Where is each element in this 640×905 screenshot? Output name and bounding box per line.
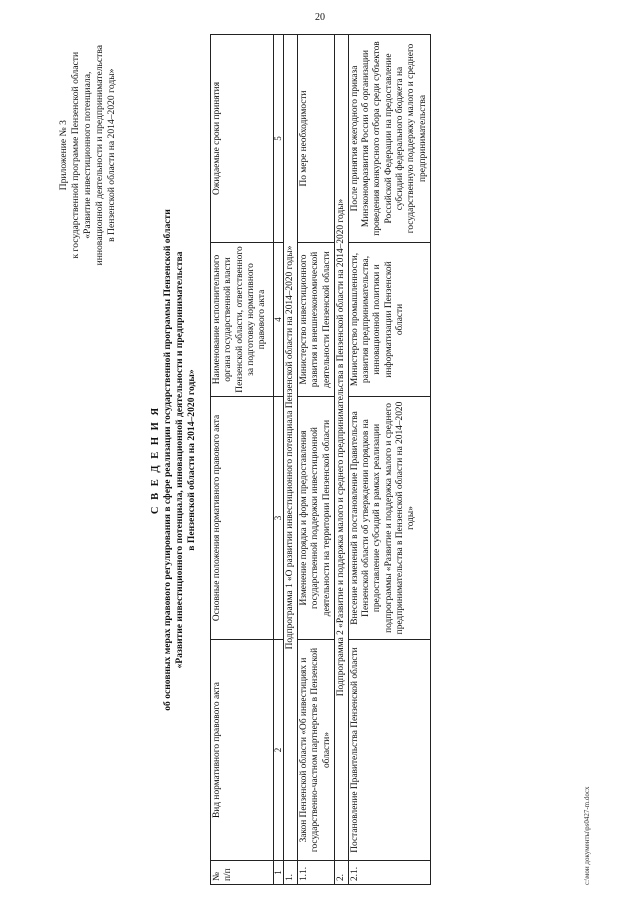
column-number: 4 — [274, 243, 284, 397]
column-number: 3 — [274, 397, 284, 640]
header-cell-term: Ожидаемые сроки принятия — [211, 35, 274, 243]
responsible-body-cell: Министерство инвестиционного развития и внешнеэкономической деятельности Пензенской области — [298, 243, 335, 397]
responsible-body-cell: Министерство промышленности, развития предпринимательства, инновационной политики и информатизации Пензенской области — [348, 243, 430, 397]
column-number: 5 — [274, 35, 284, 243]
document-title: С В Е Д Е Н И Я — [150, 405, 161, 515]
header-cell-responsible-body: Наименование исполнительного органа государственной власти Пензенской области, ответственного за подготовку нормативного правового акта — [211, 243, 274, 397]
subprogram-number: 2. — [334, 861, 348, 885]
page-number: 20 — [315, 12, 325, 23]
subprogram-number: 1. — [284, 861, 298, 885]
header-cell-number: № п/п — [211, 861, 274, 885]
document-header — [150, 35, 198, 885]
column-number: 1 — [274, 861, 284, 885]
appendix-line: к государственной программе Пензенской области — [70, 51, 81, 259]
subprogram-row — [284, 35, 298, 885]
row-number: 1.1. — [298, 861, 335, 885]
column-number: 2 — [274, 640, 284, 861]
file-path-footer: c:\мои документы\ps0427-m.docx — [583, 786, 591, 885]
column-numbers-row — [274, 35, 284, 885]
act-type-cell: Закон Пензенской области «Об инвестициях и государственно-частном партнерстве в Пензенской области» — [298, 640, 335, 861]
document-subtitle: в Пензенской области на 2014–2020 годы» — [186, 369, 197, 551]
term-cell: По мере необходимости — [298, 35, 335, 243]
appendix-note — [58, 45, 118, 265]
document-subtitle: «Развитие инвестиционного потенциала, инновационной деятельности и предпринимательства — [174, 251, 185, 669]
appendix-line: «Развитие инвестиционного потенциала, — [82, 71, 93, 239]
subprogram-title: Подпрограмма 1 «О развитии инвестиционного потенциала Пензенской области на 2014–2020 годы» — [284, 35, 298, 861]
measures-table — [210, 34, 431, 885]
appendix-line: инновационной деятельности и предпринимательства — [94, 45, 105, 266]
row-number: 2.1. — [348, 861, 430, 885]
provisions-cell: Внесение изменений в постановление Правительства Пензенской области об утверждении порядков на предоставление субсидий в рамках реализации подпрограммы «Развитие и поддержка малого и среднего предпринимательства в Пензенской области на 2014–2020 годы» — [348, 397, 430, 640]
table-row — [348, 35, 430, 885]
header-cell-provisions: Основные положения нормативного правового акта — [211, 397, 274, 640]
act-type-cell: Постановление Правительства Пензенской области — [348, 640, 430, 861]
table-row — [298, 35, 335, 885]
header-cell-act-type: Вид нормативного правового акта — [211, 640, 274, 861]
document-subtitle: об основных мерах правового регулирования в сфере реализации государственной программы Пензенской области — [162, 209, 173, 711]
term-cell: После принятия ежегодного приказа Минэкономразвития России об организации проведения конкурсного отбора среди субъектов Российской Федерации на предоставление субсидий федерального бюджета на государственную поддержку малого и среднего предпринимательства — [348, 35, 430, 243]
subprogram-row — [334, 35, 348, 885]
provisions-cell: Изменение порядка и форм предоставления государственной поддержки инвестиционной деятельности на территории Пензенской области — [298, 397, 335, 640]
table-header-row — [211, 35, 274, 885]
appendix-line: Приложение № 3 — [58, 120, 69, 191]
subprogram-title: Подпрограмма 2 «Развитие и поддержка малого и среднего предпринимательства в Пензенской области на 2014–2020 годы» — [334, 35, 348, 861]
appendix-line: в Пензенской области на 2014–2020 годы» — [106, 68, 117, 242]
rotated-page-content — [30, 35, 600, 885]
